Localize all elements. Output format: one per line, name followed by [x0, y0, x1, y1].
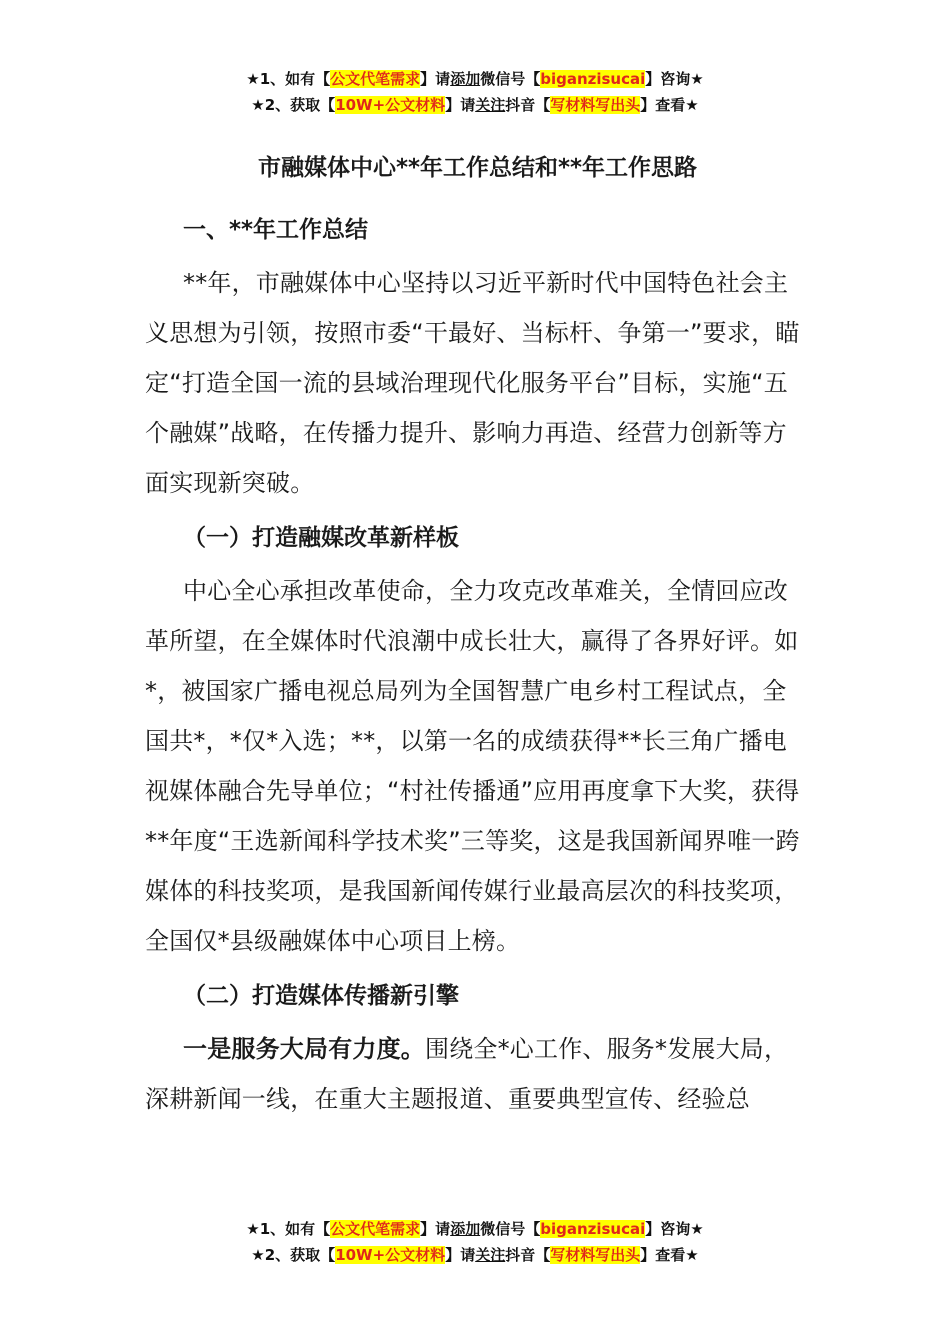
subsection-paragraph-2 — [145, 1024, 810, 1124]
banner-line-2 — [0, 92, 950, 118]
highlight-text: 公文代笔需求 — [330, 70, 421, 88]
paragraph-text: 围绕全*心工作、服务*发展大局，深耕新闻一线，在重大主题报道、重要典型宣传、经验总 — [145, 1035, 789, 1113]
highlight-text: 10W+公文材料 — [335, 1246, 446, 1264]
banner-text: 】查看★ — [640, 1246, 699, 1264]
underlined-text: 添加 — [450, 70, 481, 88]
banner-text: 】咨询★ — [645, 1220, 704, 1238]
highlight-text: 10W+公文材料 — [335, 96, 446, 114]
highlight-text: biganzisucai — [540, 70, 646, 88]
underlined-text: 添加 — [450, 1220, 481, 1238]
highlight-text: 写材料写出头 — [550, 96, 641, 114]
highlight-text: 公文代笔需求 — [330, 1220, 421, 1238]
section-heading: 一、**年工作总结 — [183, 217, 369, 243]
banner-text: 】查看★ — [640, 96, 699, 114]
banner-text: 抖音【 — [505, 1246, 551, 1264]
banner-text: 微信号【 — [480, 1220, 541, 1238]
banner-line-1 — [0, 1216, 950, 1242]
top-banner — [0, 66, 950, 118]
banner-text: 】请 — [420, 70, 451, 88]
banner-text: 】请 — [445, 1246, 476, 1264]
banner-text: ★1、如有【 — [246, 1220, 331, 1238]
banner-text: ★1、如有【 — [246, 70, 331, 88]
underlined-text: 关注 — [475, 96, 506, 114]
paragraph-lead: 一是服务大局有力度。 — [183, 1035, 425, 1063]
banner-text: ★2、获取【 — [251, 96, 336, 114]
banner-text: 】请 — [420, 1220, 451, 1238]
bottom-banner — [0, 1216, 950, 1268]
document-body — [145, 148, 810, 1124]
banner-text: 】咨询★ — [645, 70, 704, 88]
banner-text: ★2、获取【 — [251, 1246, 336, 1264]
subsection-heading-1: （一）打造融媒改革新样板 — [183, 525, 459, 551]
banner-line-1 — [0, 66, 950, 92]
subsection-paragraph-1: 中心全心承担改革使命，全力攻克改革难关，全情回应改革所望，在全媒体时代浪潮中成长壮大，赢得了各界好评。如*，被国家广播电视总局列为全国智慧广电乡村工程试点，全国共*，*仅*入选；**，以第一名的成绩获得**长三角广播电视媒体融合先导单位；“村社传播通”应用再度拿下大奖，获得**年度“王选新闻科学技术奖”三等奖，这是我国新闻界唯一跨媒体的科技奖项，是我国新闻传媒行业最高层次的科技奖项，全国仅*县级融媒体中心项目上榜。 — [145, 577, 800, 955]
intro-paragraph: **年，市融媒体中心坚持以习近平新时代中国特色社会主义思想为引领，按照市委“干最好、当标杆、争第一”要求，瞄定“打造全国一流的县域治理现代化服务平台”目标，实施“五个融媒”战略，在传播力提升、影响力再造、经营力创新等方面实现新突破。 — [145, 269, 800, 497]
underlined-text: 关注 — [475, 1246, 506, 1264]
banner-line-2 — [0, 1242, 950, 1268]
banner-text: 微信号【 — [480, 70, 541, 88]
banner-text: 】请 — [445, 96, 476, 114]
banner-text: 抖音【 — [505, 96, 551, 114]
highlight-text: 写材料写出头 — [550, 1246, 641, 1264]
subsection-heading-2: （二）打造媒体传播新引擎 — [183, 983, 459, 1009]
document-title: 市融媒体中心**年工作总结和**年工作思路 — [257, 155, 698, 181]
highlight-text: biganzisucai — [540, 1220, 646, 1238]
